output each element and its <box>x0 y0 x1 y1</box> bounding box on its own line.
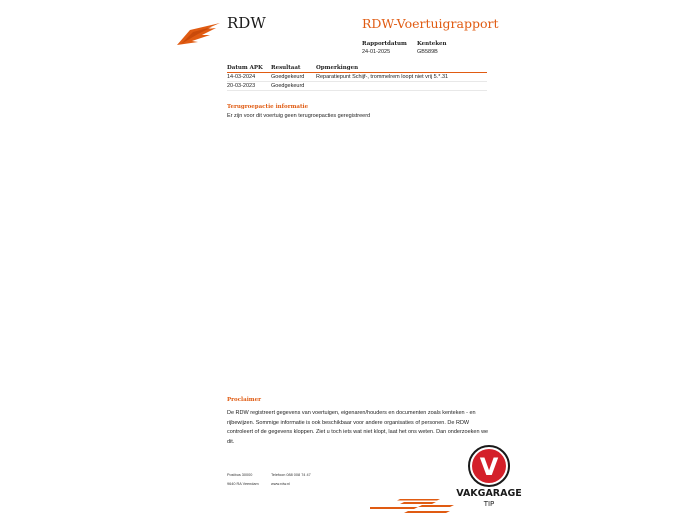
license-plate-label: Kenteken <box>417 41 447 47</box>
recall-heading: Terugroepactie informatie <box>227 104 309 110</box>
apk-remarks: Reparatiepunt Schijf-, trommelrem loopt niet vrij 5.*.31 <box>316 73 487 82</box>
apk-result: Goedgekeurd <box>271 82 316 91</box>
report-date-label: Rapportdatum <box>362 41 407 47</box>
apk-date: 20-03-2023 <box>227 82 271 91</box>
report-date-value: 24-01-2025 <box>362 49 391 55</box>
table-row <box>227 82 487 91</box>
disclaimer-heading: Proclaimer <box>227 397 262 403</box>
footer-website[interactable]: www.rdw.nl <box>271 482 290 486</box>
apk-history-table <box>227 64 487 91</box>
footer-postbus: Postbus 30000 <box>227 473 253 477</box>
report-date <box>362 40 407 56</box>
report-title: RDW-Voertuigrapport <box>362 16 499 31</box>
recall-text: Er zijn voor dit voertuig geen terugroepacties geregistreerd <box>227 113 371 119</box>
apk-remarks <box>316 82 487 91</box>
apk-result: Goedgekeurd <box>271 73 316 82</box>
badge-v-letter: V <box>479 453 499 481</box>
badge-brand: VAKGARAGE <box>456 488 522 499</box>
table-row <box>227 73 487 82</box>
column-header-result: Resultaat <box>271 64 316 73</box>
license-plate-value: GB589B <box>417 49 438 55</box>
apk-date: 14-03-2024 <box>227 73 271 82</box>
footer-address <box>227 471 259 489</box>
decorative-stripes-icon <box>370 498 454 514</box>
vakgarage-badge <box>456 444 522 510</box>
footer-phone: Telefoon 088 008 74 47 <box>271 473 311 477</box>
column-header-date: Datum APK <box>227 64 271 73</box>
column-header-remarks: Opmerkingen <box>316 64 487 73</box>
footer-city: 9640 RA Veendam <box>227 482 259 486</box>
rdw-logo-icon <box>176 20 222 46</box>
disclaimer-text: De RDW registreert gegevens van voertuigen, eigenaren/houders en documenten zoals kenteken - en rijbewijzen. Sommige informatie is ook beschikbaar voor andere organisaties of personen. De RDW controleert of de gegevens kloppen. Ziet u toch iets wat niet klopt, laat het ons weten. Dan onderzoeken we dit. <box>227 410 489 445</box>
license-plate <box>417 40 447 56</box>
badge-sub: TIP <box>483 500 495 508</box>
footer-contact <box>271 471 311 489</box>
table-header-row <box>227 64 487 73</box>
brand-name: RDW <box>227 14 266 32</box>
